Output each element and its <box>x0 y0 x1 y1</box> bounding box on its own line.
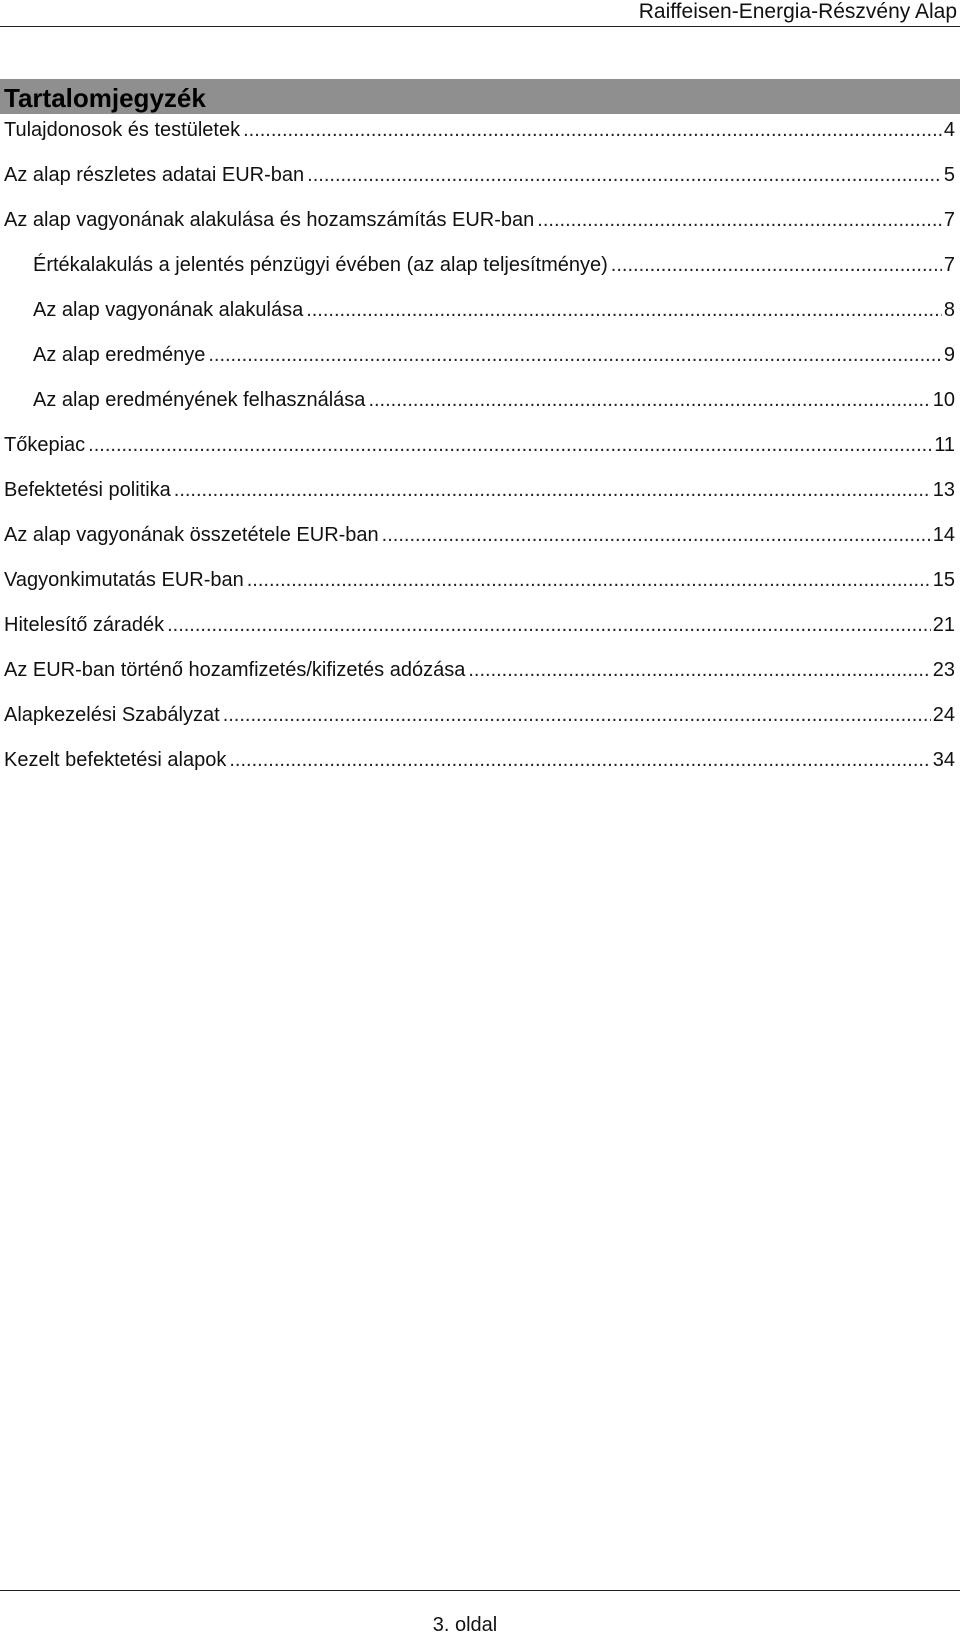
toc-dot-leader <box>247 568 931 592</box>
toc-entry-page: 8 <box>943 298 955 321</box>
toc-dot-leader <box>208 343 942 367</box>
toc-entry-page: 7 <box>943 253 955 276</box>
toc-entry-label: Az alap részletes adatai EUR-ban <box>4 163 305 186</box>
toc-entry-label: Hitelesítő záradék <box>4 613 165 636</box>
toc-dot-leader <box>307 163 942 187</box>
toc-dot-leader <box>537 208 942 232</box>
table-of-contents <box>0 107 960 782</box>
toc-dot-leader <box>243 118 942 142</box>
toc-entry-page: 24 <box>932 703 955 726</box>
toc-entry-label: Az alap eredménye <box>33 343 206 366</box>
page-footer <box>0 1590 960 1636</box>
toc-entry-page: 15 <box>932 568 955 591</box>
toc-dot-leader <box>368 388 930 412</box>
toc-dot-leader <box>382 523 931 547</box>
toc-entry-label: Az alap eredményének felhasználása <box>33 388 366 411</box>
page-number: 3. oldal <box>432 1614 498 1636</box>
toc-dot-leader <box>174 478 931 502</box>
toc-entry[interactable] <box>0 107 960 152</box>
toc-entry[interactable] <box>0 197 960 242</box>
toc-dot-leader <box>468 658 930 682</box>
toc-dot-leader <box>306 298 942 322</box>
toc-entry-page: 23 <box>932 658 955 681</box>
toc-entry-page: 11 <box>934 433 955 456</box>
toc-entry-label: Befektetési politika <box>4 478 171 501</box>
document-title: Raiffeisen-Energia-Részvény Alap <box>638 0 957 23</box>
toc-entry[interactable] <box>0 467 960 512</box>
toc-entry-page: 10 <box>932 388 955 411</box>
toc-entry-page: 13 <box>932 478 955 501</box>
toc-subentry[interactable] <box>0 242 960 287</box>
toc-dot-leader <box>167 613 931 637</box>
toc-entry[interactable] <box>0 737 960 782</box>
toc-entry-label: Az alap vagyonának alakulása <box>33 298 304 321</box>
toc-entry-label: Alapkezelési Szabályzat <box>4 703 220 726</box>
toc-dot-leader <box>229 748 930 772</box>
toc-entry-page: 34 <box>932 748 955 771</box>
toc-entry[interactable] <box>0 152 960 197</box>
toc-subentry[interactable] <box>0 377 960 422</box>
toc-entry-page: 21 <box>932 613 955 636</box>
toc-dot-leader <box>611 253 942 277</box>
toc-dot-leader <box>223 703 931 727</box>
toc-entry[interactable] <box>0 692 960 737</box>
toc-entry-label: Az alap vagyonának összetétele EUR-ban <box>4 523 379 546</box>
toc-subentry[interactable] <box>0 332 960 377</box>
toc-subentry[interactable] <box>0 287 960 332</box>
toc-entry-page: 5 <box>943 163 955 186</box>
toc-entry-label: Tulajdonosok és testületek <box>4 118 241 141</box>
toc-entry-label: Értékalakulás a jelentés pénzügyi évében (az alap teljesítménye) <box>33 253 608 276</box>
toc-entry-label: Vagyonkimutatás EUR-ban <box>4 568 244 591</box>
toc-entry-label: Tőkepiac <box>4 433 86 456</box>
toc-entry-label: Az EUR-ban történő hozamfizetés/kifizetés adózása <box>4 658 466 681</box>
toc-entry-page: 7 <box>943 208 955 231</box>
toc-entry[interactable] <box>0 512 960 557</box>
toc-entry[interactable] <box>0 422 960 467</box>
toc-heading: Tartalomjegyzék <box>4 83 206 113</box>
toc-entry-page: 4 <box>943 118 955 141</box>
toc-dot-leader <box>88 433 932 457</box>
toc-entry-label: Kezelt befektetési alapok <box>4 748 227 771</box>
toc-entry-page: 14 <box>932 523 955 546</box>
page-header <box>0 0 960 27</box>
toc-entry-label: Az alap vagyonának alakulása és hozamszámítás EUR-ban <box>4 208 535 231</box>
toc-entry-page: 9 <box>943 343 955 366</box>
toc-entry[interactable] <box>0 602 960 647</box>
toc-entry[interactable] <box>0 557 960 602</box>
toc-entry[interactable] <box>0 647 960 692</box>
